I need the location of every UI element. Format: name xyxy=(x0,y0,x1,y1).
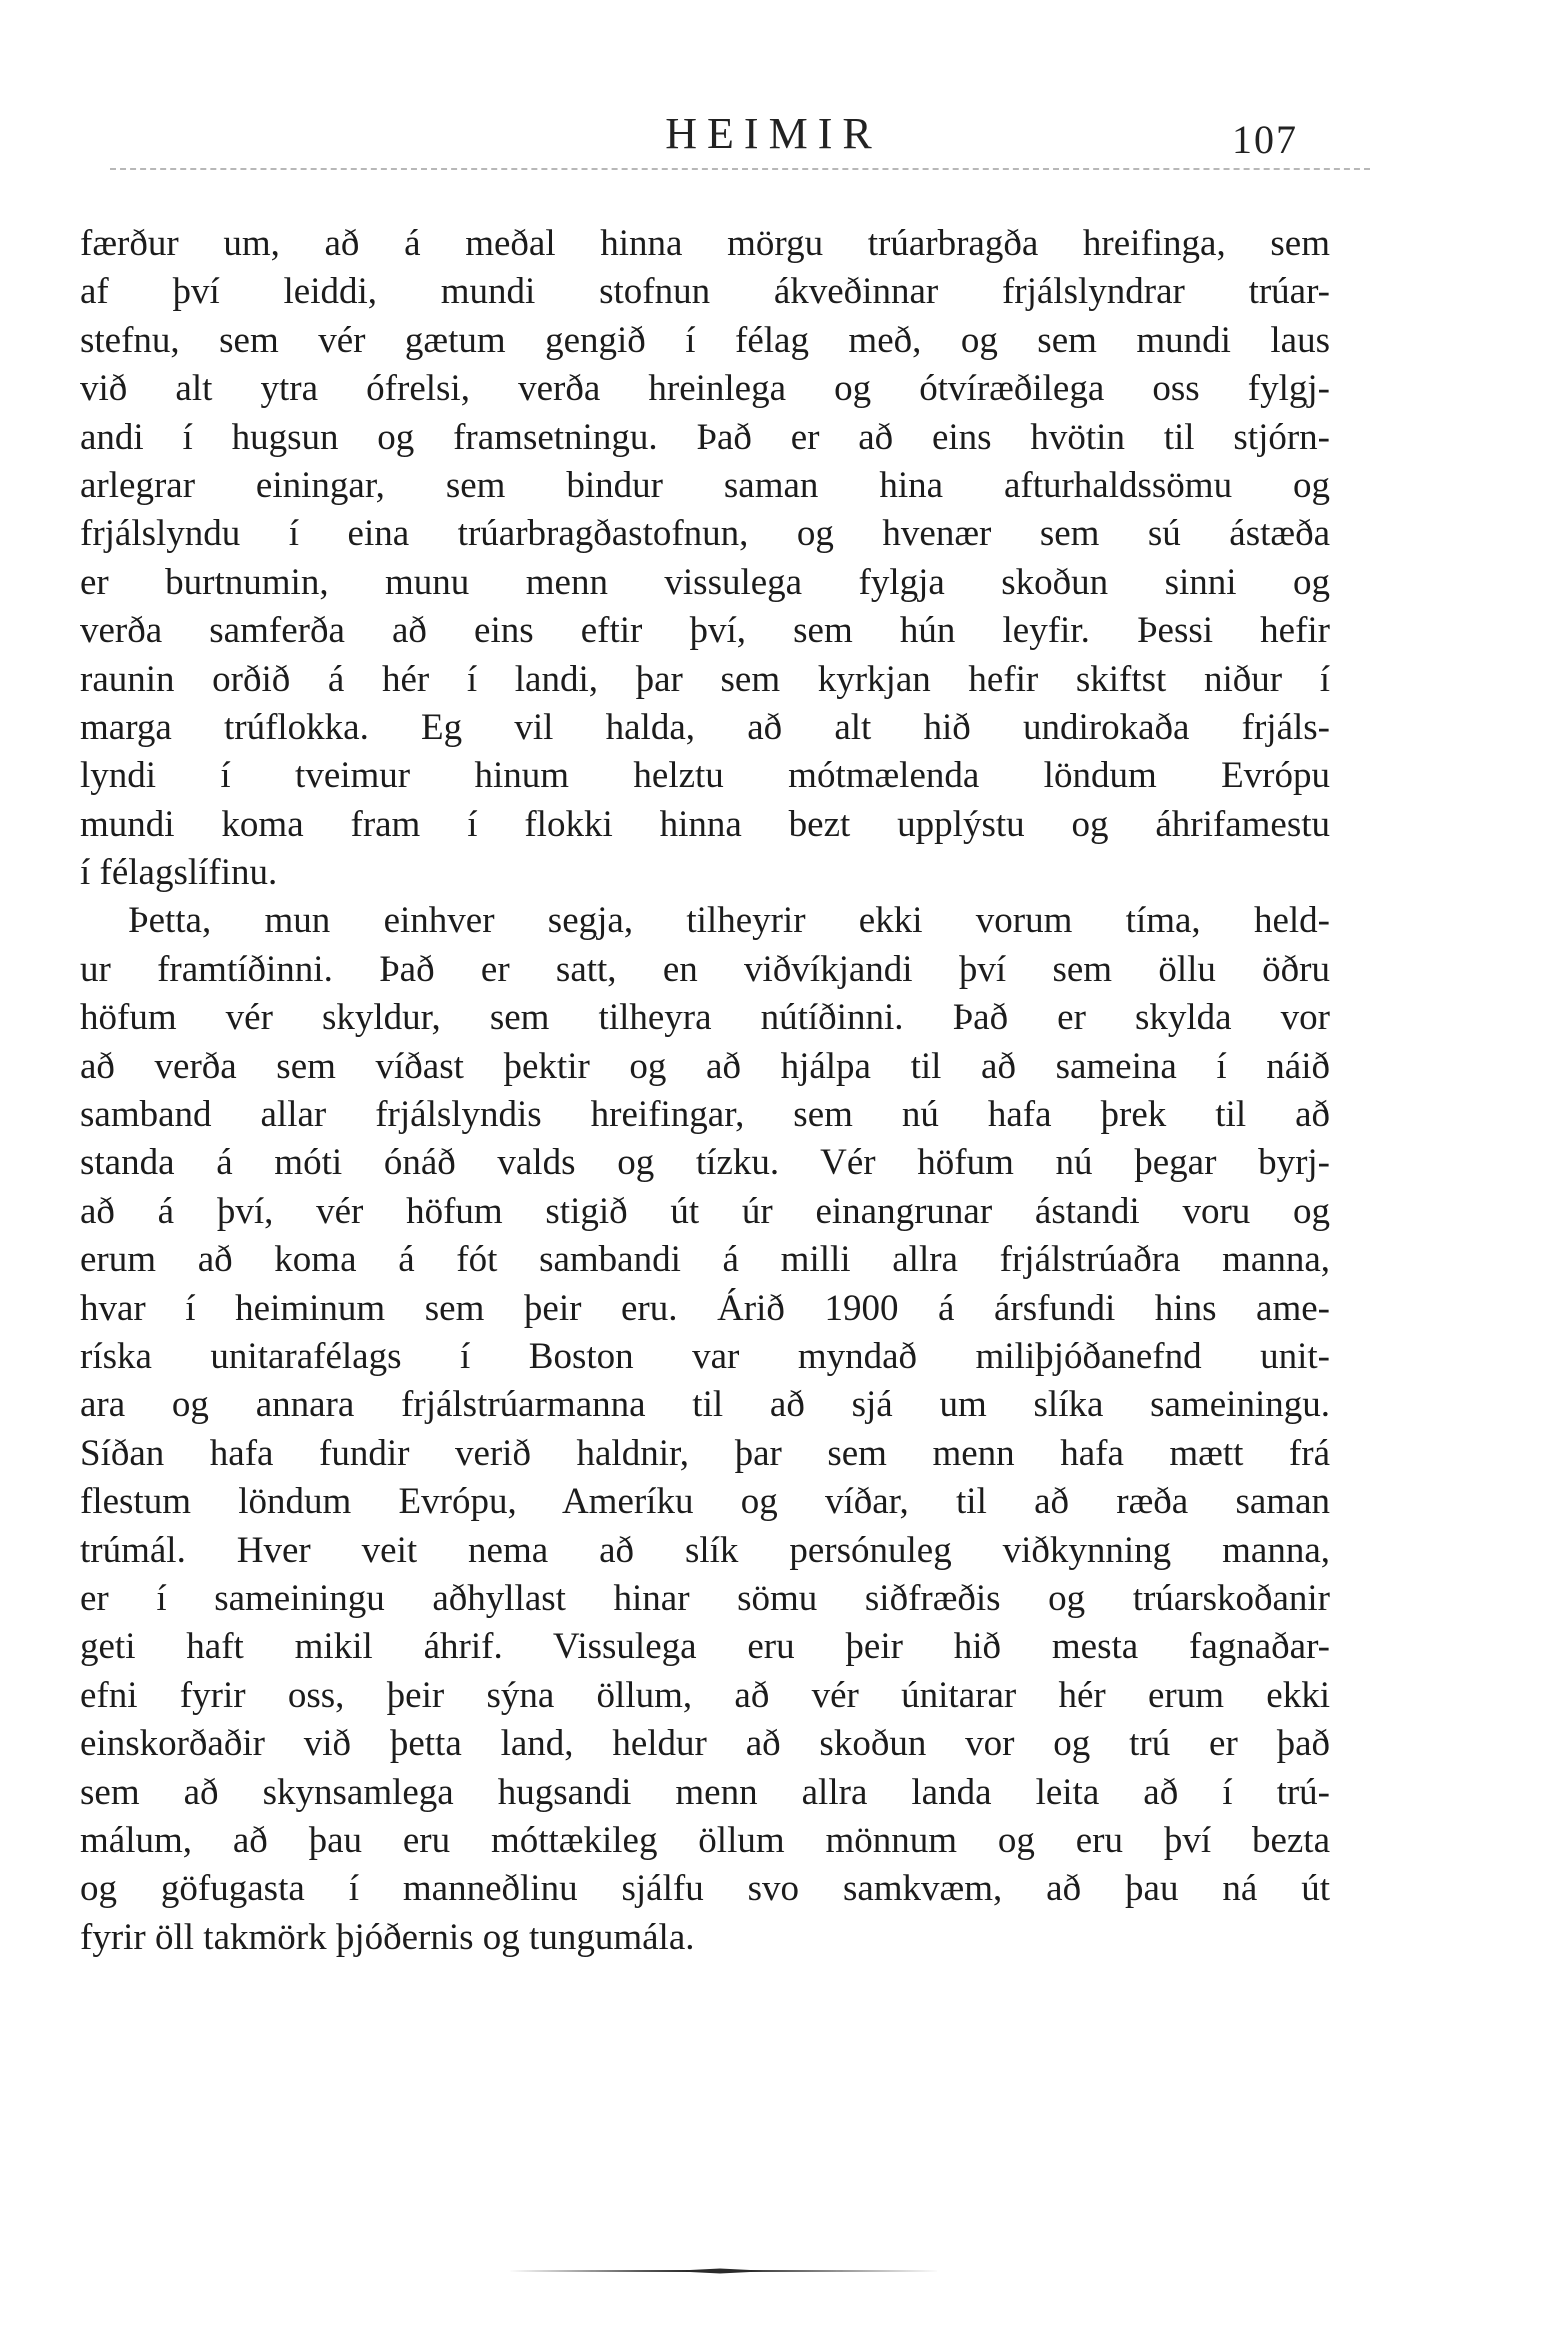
text-line: verða samferða að eins eftir því, sem hún leyfir. Þessi hefir xyxy=(80,610,1330,652)
text-line: geti haft mikil áhrif. Vissulega eru þeir hið mesta fagnaðar- xyxy=(80,1626,1330,1668)
text-line: einskorðaðir við þetta land, heldur að skoðun vor og trú er það xyxy=(80,1723,1330,1765)
text-line: hvar í heiminum sem þeir eru. Árið 1900 á ársfundi hins ame- xyxy=(80,1287,1330,1329)
text-line: erum að koma á fót sambandi á milli allra frjálstrúaðra manna, xyxy=(80,1239,1330,1281)
text-line: marga trúflokka. Eg vil halda, að alt hið undirokaða frjáls- xyxy=(80,706,1330,748)
text-line: við alt ytra ófrelsi, verða hreinlega og ótvíræðilega oss fylgj- xyxy=(80,368,1330,410)
text-line: samband allar frjálslyndis hreifingar, sem nú hafa þrek til að xyxy=(80,1094,1330,1136)
text-line: efni fyrir oss, þeir sýna öllum, að vér únitarar hér erum ekki xyxy=(80,1674,1330,1716)
text-line: er í sameiningu aðhyllast hinar sömu siðfræðis og trúarskoðanir xyxy=(80,1577,1330,1619)
text-line: mundi koma fram í flokki hinna bezt upplýstu og áhrifamestu xyxy=(80,803,1330,845)
text-line: að á því, vér höfum stigið út úr einangrunar ástandi voru og xyxy=(80,1190,1330,1232)
text-line: raunin orðið á hér í landi, þar sem kyrkjan hefir skiftst niður í xyxy=(80,658,1330,700)
text-line: flestum löndum Evrópu, Ameríku og víðar, til að ræða saman xyxy=(80,1481,1330,1523)
text-line: stefnu, sem vér gætum gengið í félag með, og sem mundi laus xyxy=(80,319,1330,361)
header-rule xyxy=(110,168,1370,170)
running-head xyxy=(0,108,1547,168)
page-number: 107 xyxy=(1232,117,1298,162)
text-line: Síðan hafa fundir verið haldnir, þar sem menn hafa mætt frá xyxy=(80,1432,1330,1474)
text-line: Þetta, mun einhver segja, tilheyrir ekki vorum tíma, held- xyxy=(128,900,1330,942)
running-head-title: HEIMIR xyxy=(665,109,882,158)
text-line: standa á móti ónáð valds og tízku. Vér höfum nú þegar byrj- xyxy=(80,1142,1330,1184)
text-line: höfum vér skyldur, sem tilheyra nútíðinni. Það er skylda vor xyxy=(80,997,1330,1039)
text-line: ur framtíðinni. Það er satt, en viðvíkjandi því sem öllu öðru xyxy=(80,948,1330,990)
text-line: er burtnumin, munu menn vissulega fylgja skoðun sinni og xyxy=(80,561,1330,603)
body-text xyxy=(80,220,1330,1962)
text-line: andi í hugsun og framsetningu. Það er að eins hvötin til stjórn- xyxy=(80,416,1330,458)
text-line: trúmál. Hver veit nema að slík persónuleg viðkynning manna, xyxy=(80,1529,1330,1571)
text-line: af því leiddi, mundi stofnun ákveðinnar frjálslyndrar trúar- xyxy=(80,271,1330,313)
text-line: færður um, að á meðal hinna mörgu trúarbragða hreifinga, sem xyxy=(80,223,1330,264)
text-line: málum, að þau eru móttækileg öllum mönnum og eru því bezta xyxy=(80,1819,1330,1861)
text-line: og göfugasta í manneðlinu sjálfu svo samkvæm, að þau ná út xyxy=(80,1868,1330,1910)
text-line: fyrir öll takmörk þjóðernis og tungumála. xyxy=(80,1916,695,1958)
text-line: frjálslyndu í eina trúarbragðastofnun, og hvenær sem sú ástæða xyxy=(80,513,1330,555)
text-line: ríska unitarafélags í Boston var myndað miliþjóðanefnd unit- xyxy=(80,1335,1330,1377)
text-line: í félagslífinu. xyxy=(80,852,278,894)
end-ornament-rule xyxy=(500,2268,940,2272)
text-line: lyndi í tveimur hinum helztu mótmælenda löndum Evrópu xyxy=(80,755,1330,797)
paragraph xyxy=(80,220,1330,897)
text-line: arlegrar einingar, sem bindur saman hina afturhaldssömu og xyxy=(80,464,1330,506)
text-line: sem að skynsamlega hugsandi menn allra landa leita að í trú- xyxy=(80,1771,1330,1813)
text-line: að verða sem víðast þektir og að hjálpa til að sameina í náið xyxy=(80,1045,1330,1087)
paragraph xyxy=(80,897,1330,1962)
text-line: ara og annara frjálstrúarmanna til að sjá um slíka sameiningu. xyxy=(80,1384,1330,1426)
